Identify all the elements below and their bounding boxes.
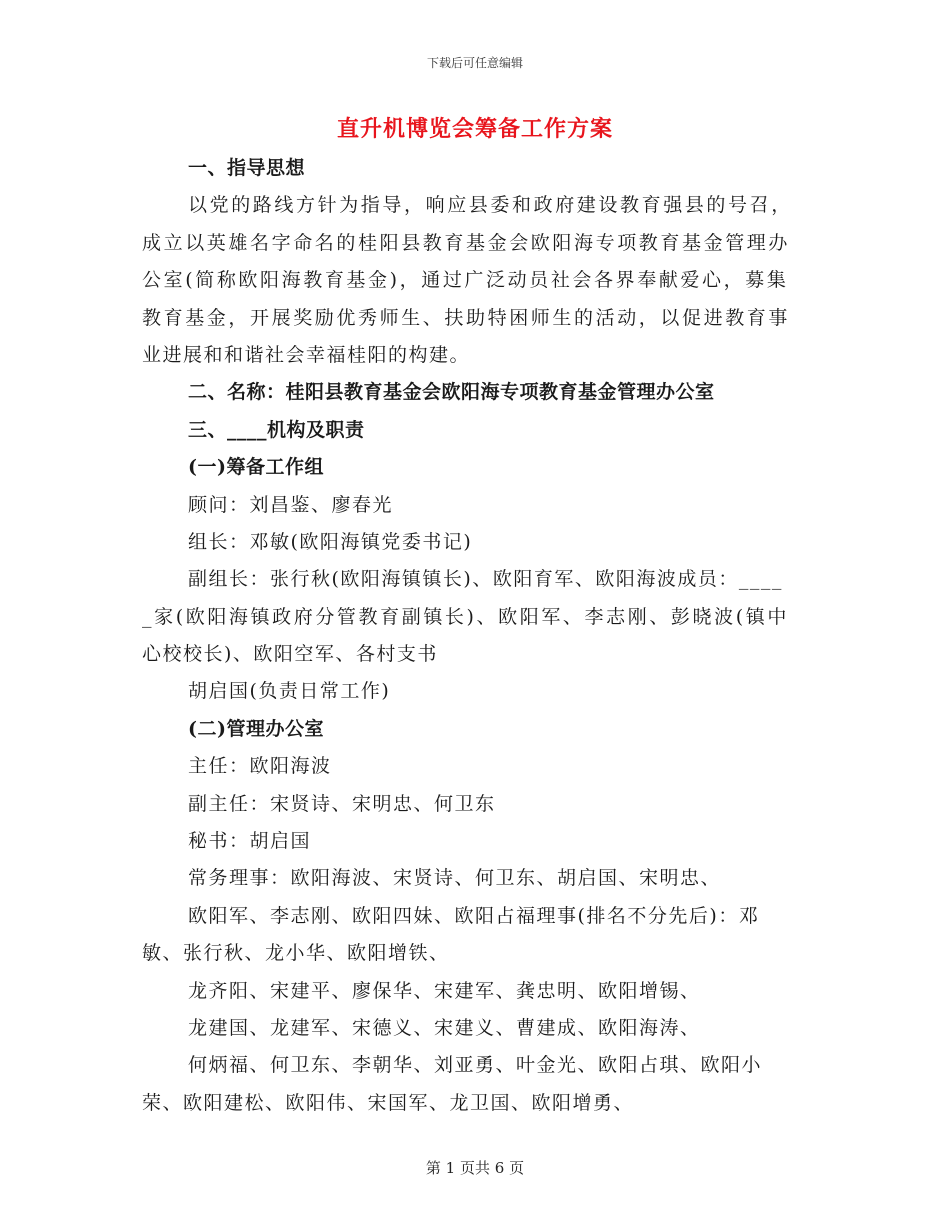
- section-heading-name: 二、名称：桂阳县教育基金会欧阳海专项教育基金管理办公室: [188, 381, 715, 404]
- document-body: [142, 150, 808, 1122]
- paragraph-line: 心校校长)、欧阳空军、各村支书: [142, 643, 438, 666]
- paragraph-line: 荣、欧阳建松、欧阳伟、宋国军、龙卫国、欧阳增勇、: [142, 1091, 635, 1114]
- paragraph-line: 胡启国(负责日常工作): [188, 680, 391, 703]
- paragraph-line: 主任：欧阳海波: [188, 755, 332, 778]
- paragraph-line: 成立以英雄名字命名的桂阳县教育基金会欧阳海专项教育基金管理办: [142, 231, 791, 254]
- paragraph-line: 欧阳军、李志刚、欧阳四妹、欧阳占福理事(排名不分先后)：邓: [188, 904, 760, 927]
- paragraph-line: 敏、张行秋、龙小华、欧阳增铁、: [142, 942, 450, 965]
- subsection-heading-management-office: (二)管理办公室: [188, 717, 324, 740]
- paragraph-line: 龙齐阳、宋建平、廖保华、宋建军、龚忠明、欧阳增锡、: [188, 979, 701, 1002]
- paragraph-line: 副主任：宋贤诗、宋明忠、何卫东: [188, 792, 496, 815]
- paragraph-line: _家(欧阳海镇政府分管教育副镇长)、欧阳军、李志刚、彭晓波(镇中: [142, 605, 789, 628]
- section-heading-organization: 三、____机构及职责: [188, 418, 365, 441]
- page-footer: 第 1 页共 6 页: [425, 1159, 525, 1177]
- paragraph-line: 何炳福、何卫东、李朝华、刘亚勇、叶金光、欧阳占琪、欧阳小: [188, 1054, 763, 1077]
- paragraph-line: 公室(简称欧阳海教育基金)，通过广泛动员社会各界奉献爱心，募集: [142, 269, 789, 292]
- paragraph-line: 顾问：刘昌鉴、廖春光: [188, 493, 394, 516]
- paragraph-line: 常务理事：欧阳海波、宋贤诗、何卫东、胡启国、宋明忠、: [188, 867, 722, 890]
- paragraph-line: 秘书：胡启国: [188, 830, 312, 853]
- paragraph-line: 龙建国、龙建军、宋德义、宋建义、曹建成、欧阳海涛、: [188, 1016, 701, 1039]
- header-note: 下载后可任意编辑: [426, 56, 523, 70]
- paragraph-line: 业进展和和谐社会幸福桂阳的构建。: [142, 343, 471, 366]
- paragraph-line: 以党的路线方针为指导，响应县委和政府建设教育强县的号召，: [188, 194, 793, 217]
- paragraph-line: 副组长：张行秋(欧阳海镇镇长)、欧阳育军、欧阳海波成员：____: [188, 568, 783, 591]
- paragraph-line: 教育基金，开展奖励优秀师生、扶助特困师生的活动，以促进教育事: [142, 306, 791, 329]
- document-title: 直升机博览会筹备工作方案: [336, 116, 613, 142]
- section-heading-guiding-ideology: 一、指导思想: [188, 157, 306, 179]
- subsection-heading-preparatory-group: (一)筹备工作组: [188, 456, 324, 479]
- paragraph-line: 组长：邓敏(欧阳海镇党委书记): [188, 530, 473, 553]
